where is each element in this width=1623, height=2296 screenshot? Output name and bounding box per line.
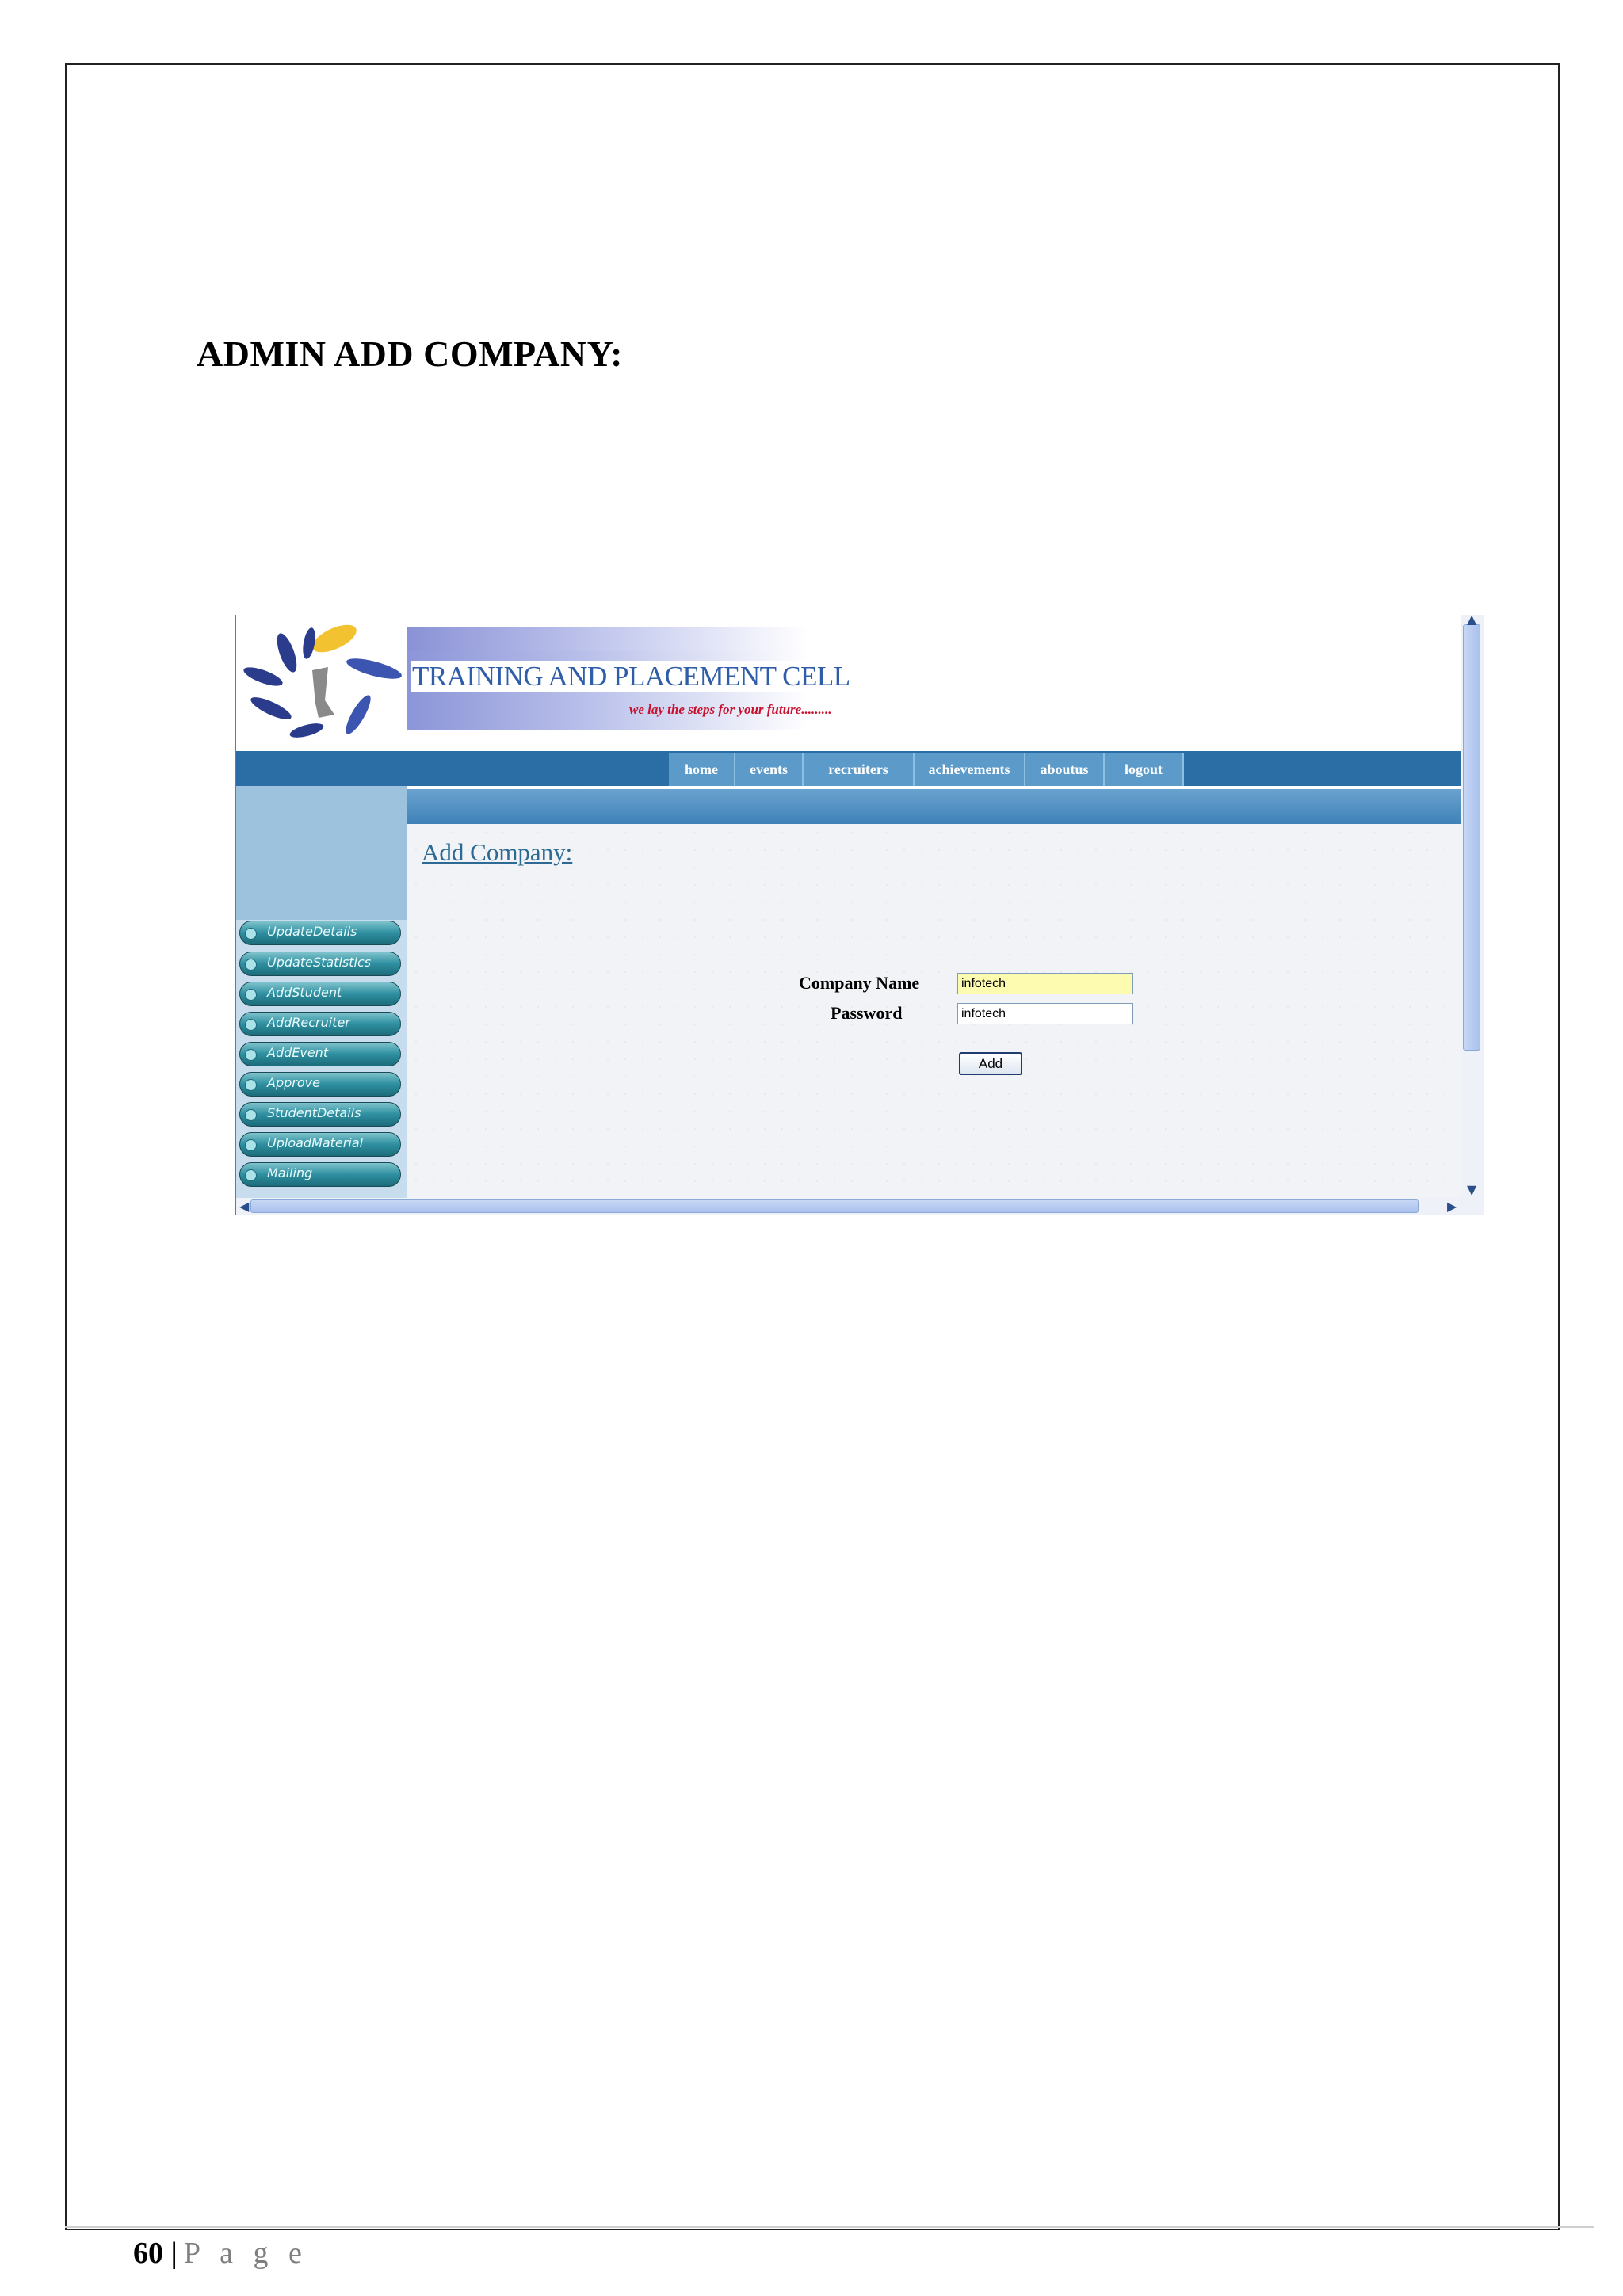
horizontal-scroll-thumb[interactable] [250, 1199, 1419, 1213]
sidebar-item-studentdetails[interactable] [239, 1102, 401, 1127]
nav-aboutus[interactable]: aboutus [1025, 753, 1105, 786]
footer-separator: | [170, 2237, 178, 2270]
scroll-down-icon[interactable]: ▼ [1467, 1182, 1477, 1197]
sidebar-item-mailing[interactable] [239, 1162, 401, 1187]
nav-home[interactable]: home [669, 753, 735, 786]
sidebar-item-label: AddEvent [267, 1045, 329, 1060]
scroll-up-icon[interactable]: ▲ [1467, 615, 1477, 627]
company-name-input[interactable] [957, 973, 1133, 994]
vertical-scroll-thumb[interactable] [1463, 624, 1480, 1051]
page-footer [133, 2236, 308, 2271]
sub-bar [407, 789, 1461, 824]
sidebar-item-uploadmaterial[interactable] [239, 1132, 401, 1157]
sidebar-item-label: AddRecruiter [267, 1015, 350, 1030]
sidebar-item-addrecruiter[interactable] [239, 1012, 401, 1036]
bullet-icon [245, 1019, 257, 1031]
sidebar-item-label: UpdateDetails [267, 924, 357, 939]
bullet-icon [245, 1109, 257, 1121]
company-name-label: Company Name [799, 973, 920, 993]
bullet-icon [245, 959, 257, 971]
sidebar-item-label: StudentDetails [267, 1105, 361, 1120]
page-heading: ADMIN ADD COMPANY: [197, 334, 623, 374]
site-tagline: we lay the steps for your future......... [629, 702, 832, 717]
app-screenshot [235, 615, 1484, 1215]
content-title: Add Company: [422, 838, 573, 866]
page-number: 60 [133, 2237, 163, 2270]
sidebar-item-label: Approve [267, 1075, 320, 1090]
bullet-icon [245, 1049, 257, 1061]
sidebar-item-approve[interactable] [239, 1072, 401, 1097]
site-title: TRAINING AND PLACEMENT CELL [411, 661, 855, 692]
add-button[interactable]: Add [959, 1052, 1022, 1075]
sidebar-item-label: Mailing [267, 1165, 313, 1180]
sidebar-item-label: UpdateStatistics [267, 955, 372, 970]
nav-logout[interactable]: logout [1105, 753, 1184, 786]
sidebar-item-updatedetails[interactable] [239, 921, 401, 945]
scroll-right-icon[interactable]: ▶ [1447, 1199, 1457, 1214]
sidebar-item-label: AddStudent [267, 985, 342, 1000]
sidebar-item-addevent[interactable] [239, 1042, 401, 1066]
sidebar-item-updatestatistics[interactable] [239, 952, 401, 976]
sidebar-item-label: UploadMaterial [267, 1135, 364, 1150]
scroll-left-icon[interactable]: ◀ [239, 1199, 250, 1214]
content-area [407, 824, 1461, 1198]
footer-rule [65, 2226, 1594, 2228]
bullet-icon [245, 1139, 257, 1151]
password-input[interactable] [957, 1003, 1133, 1024]
title-band-top [407, 627, 808, 651]
page-word: P a g e [183, 2237, 308, 2270]
password-label: Password [831, 1003, 903, 1023]
nav-achievements[interactable]: achievements [915, 753, 1025, 786]
bullet-icon [245, 1169, 257, 1181]
bullet-icon [245, 1079, 257, 1091]
nav-events[interactable]: events [735, 753, 804, 786]
bullet-icon [245, 928, 257, 940]
logo-icon [239, 621, 403, 748]
nav-recruiters[interactable]: recruiters [804, 753, 915, 786]
sidebar-item-addstudent[interactable] [239, 982, 401, 1006]
bullet-icon [245, 989, 257, 1001]
